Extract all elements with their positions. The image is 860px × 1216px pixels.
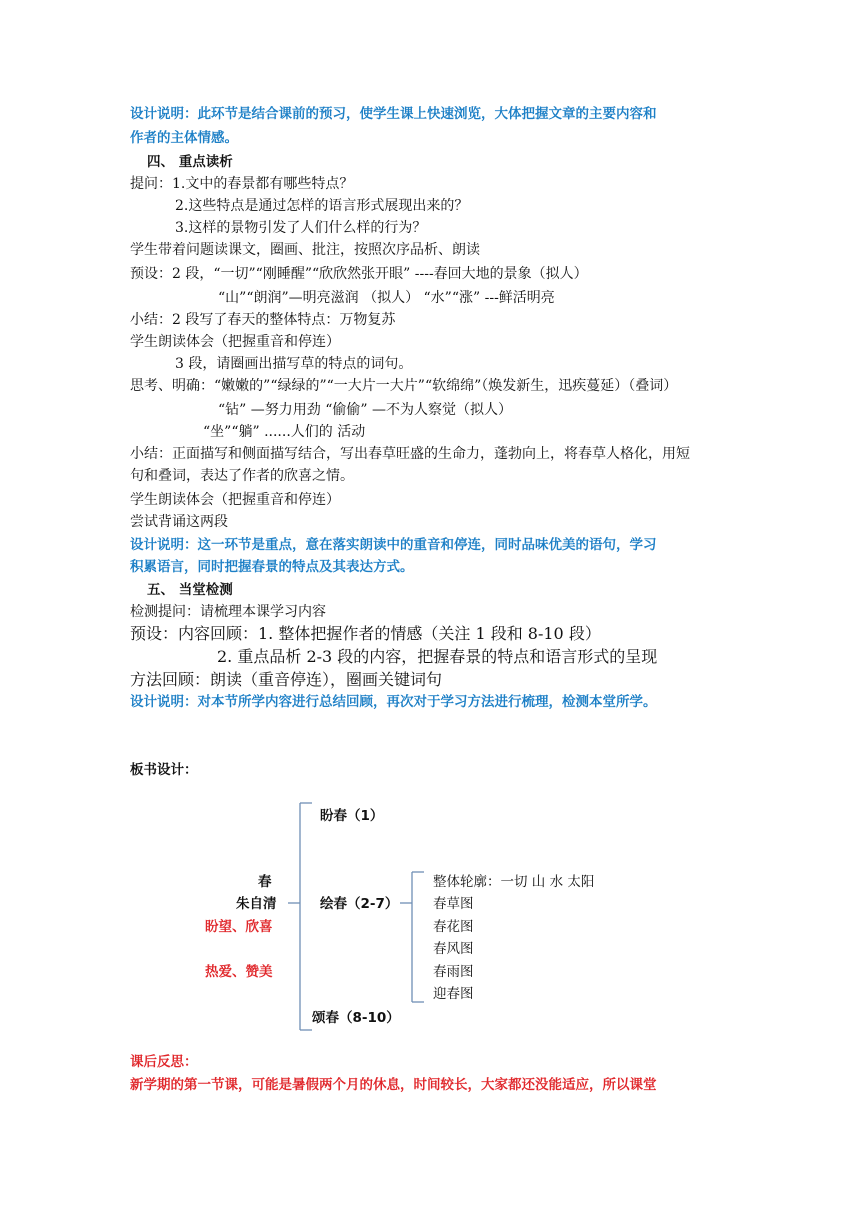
section-heading-5: 五、 当堂检测 <box>147 582 233 598</box>
question-2: 2.这些特点是通过怎样的语言形式展现出来的？ <box>175 198 469 214</box>
board-item: 春草图 <box>433 896 474 912</box>
design-note-2-line-2: 积累语言，同时把握春景的特点及其表达方式。 <box>130 559 414 575</box>
preset-2: “山”“朗润”—明亮滋润 （拟人） “水”“涨” ---鲜活明亮 <box>218 290 555 306</box>
question-3: 3.这样的景物引发了人们什么样的行为？ <box>175 220 427 236</box>
design-note-3: 设计说明：对本节所学内容进行总结回顾，再次对于学习方法进行梳理，检测本堂所学。 <box>130 694 657 710</box>
summary-2-line-2: 句和叠词，表达了作者的欣喜之情。 <box>130 468 354 484</box>
recite: 尝试背诵这两段 <box>130 514 228 530</box>
students-read: 学生带着问题读课文，圈画、批注，按照次序品析、朗读 <box>130 242 480 258</box>
board-item: 春花图 <box>433 919 474 935</box>
design-note-1-line-2: 作者的主体情感。 <box>130 130 238 146</box>
board-item: 春雨图 <box>433 964 474 980</box>
design-note-2-line-1: 设计说明：这一环节是重点，意在落实朗读中的重音和停连，同时品味优美的语句，学习 <box>130 537 657 553</box>
board-part-1: 盼春（1） <box>320 808 384 824</box>
question-1: 提问：1.文中的春景都有哪些特点？ <box>130 176 354 192</box>
preset-review-1: 预设：内容回顾：1. 整体把握作者的情感（关注 1 段和 8-10 段） <box>130 624 601 643</box>
think-3: “坐”“躺” ......人们的 活动 <box>203 424 366 440</box>
board-author: 朱自清 <box>236 896 277 912</box>
board-emotion-1: 盼望、欣喜 <box>205 919 273 935</box>
reading-1: 学生朗读体会（把握重音和停连） <box>130 334 340 350</box>
board-design-title: 板书设计： <box>130 762 198 778</box>
summary-2-line-1: 小结：正面描写和侧面描写结合，写出春草旺盛的生命力，蓬勃向上，将春草人格化，用短 <box>130 446 690 462</box>
reading-2: 学生朗读体会（把握重音和停连） <box>130 492 340 508</box>
board-part-3: 颂春（8-10） <box>312 1010 400 1026</box>
method-review: 方法回顾：朗读（重音停连），圈画关键词句 <box>130 670 443 689</box>
reflection-text: 新学期的第一节课，可能是暑假两个月的休息，时间较长，大家都还没能适应，所以课堂 <box>130 1077 657 1093</box>
reflection-title: 课后反思： <box>130 1054 198 1070</box>
think-1: 思考、明确：“嫩嫩的”“绿绿的”“一大片一大片”“软绵绵”（焕发新生，迅疾蔓延）（叠词） <box>130 378 678 394</box>
preset-1: 预设：2 段，“一切”“刚睡醒”“欣欣然张开眼” ----春回大地的景象（拟人） <box>130 266 588 282</box>
board-item: 春风图 <box>433 941 474 957</box>
board-emotion-2: 热爱、赞美 <box>205 964 273 980</box>
board-item: 迎春图 <box>433 986 474 1002</box>
design-note-1-line-1: 设计说明：此环节是结合课前的预习，使学生课上快速浏览，大体把握文章的主要内容和 <box>130 106 657 122</box>
think-2: “钻” —努力用劲 “偷偷” —不为人察觉（拟人） <box>218 402 512 418</box>
preset-review-2: 2. 重点品析 2-3 段的内容，把握春景的特点和语言形式的呈现 <box>217 647 658 666</box>
test-question: 检测提问：请梳理本课学习内容 <box>130 604 326 620</box>
board-part-2: 绘春（2-7） <box>320 896 399 912</box>
paragraph-3-task: 3 段，请圈画出描写草的特点的词句。 <box>175 356 413 372</box>
summary-1: 小结：2 段写了春天的整体特点：万物复苏 <box>130 312 396 328</box>
board-title: 春 <box>258 874 272 890</box>
section-heading-4: 四、 重点读析 <box>147 154 233 170</box>
board-item: 整体轮廓：一切 山 水 太阳 <box>433 874 595 890</box>
